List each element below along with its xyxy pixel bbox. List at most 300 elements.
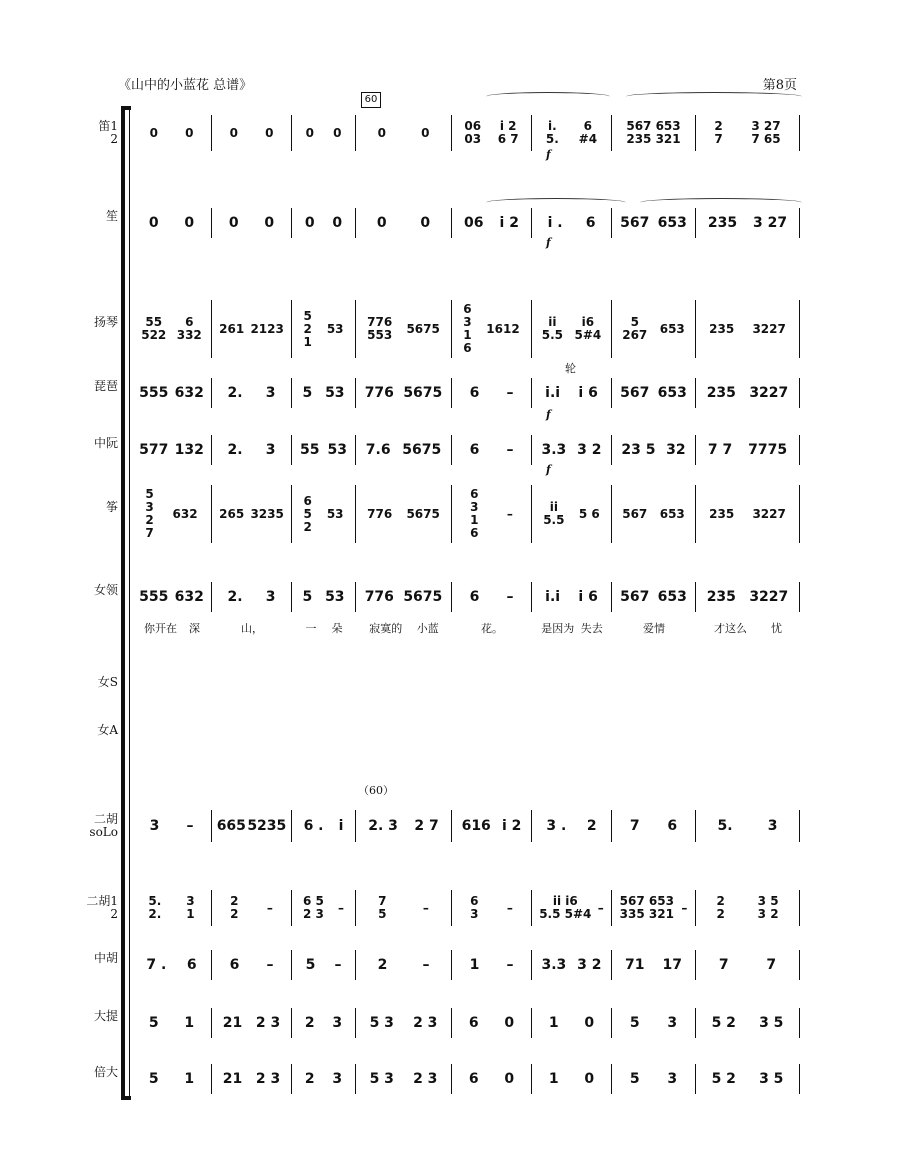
note-group: 3 (149, 818, 160, 834)
note-group: 3.3 (541, 957, 567, 973)
note-group: 665 (216, 818, 246, 834)
note-group: 235 (706, 385, 736, 401)
tremolo-lun: 轮 (565, 362, 576, 375)
note-group: 2. (227, 589, 243, 605)
note-group: 5675 (403, 385, 443, 401)
measure-group (132, 950, 800, 980)
note-group: 53 (327, 442, 347, 458)
erhu-rehearsal-mark: （60） (358, 784, 394, 797)
measure-group (132, 115, 800, 151)
staff-row-beida (0, 1064, 917, 1094)
measure (132, 890, 212, 926)
note-group: 6 3 1 6 (470, 487, 479, 540)
note-group: 3 2 (577, 442, 602, 458)
note-group: 2 (304, 1015, 315, 1031)
measure (132, 1008, 212, 1038)
note-group: 2 (377, 957, 388, 973)
measure (532, 1008, 612, 1038)
note-group: i. 5. (545, 119, 559, 146)
note-group: 3 (332, 1015, 343, 1031)
lyric-word: 朵 (331, 622, 343, 635)
note-group: 776 (367, 506, 393, 521)
note-group: 632 (174, 589, 204, 605)
note-group: 3235 (250, 506, 284, 521)
lyrics-line (132, 620, 800, 636)
measure (356, 485, 452, 543)
lyric-measure (292, 620, 356, 636)
phrase-slur-di-1 (486, 92, 610, 101)
note-group: 3227 (752, 506, 786, 521)
dynamic-f-zhongruan: f (546, 463, 551, 476)
measure (612, 810, 696, 842)
note-group: 53 (326, 321, 344, 336)
lyric-word: 你开在 (144, 622, 177, 635)
note-group: 1 (469, 957, 480, 973)
measure (532, 950, 612, 980)
measure (356, 582, 452, 612)
lyric-word: 山， (241, 622, 263, 635)
note-group: 6 . (303, 818, 324, 834)
lyric-word: 深 (189, 622, 200, 635)
note-group: ii i6 5.5 5#4 (539, 894, 592, 921)
measure (212, 378, 292, 408)
note-group: 5 (305, 957, 316, 973)
measure (612, 378, 696, 408)
measure (452, 810, 532, 842)
note-group: 3 (265, 589, 276, 605)
measure (452, 485, 532, 543)
note-group: – (266, 900, 273, 915)
note-group: 3 (667, 1071, 678, 1087)
note-group: 21 (222, 1071, 243, 1087)
note-group: 6 332 (176, 315, 202, 342)
note-group: 3 1 (186, 894, 195, 921)
lyric-measure (212, 620, 292, 636)
note-group: 17 (662, 957, 682, 973)
note-group: 5 (629, 1015, 640, 1031)
measure (532, 890, 612, 926)
staff-row-yangqin (0, 300, 917, 358)
measure (292, 378, 356, 408)
lyric-word: 是因为 (541, 622, 575, 635)
measure (612, 208, 696, 238)
note-group: 5 267 (622, 315, 648, 342)
note-group: 6 5 2 (303, 493, 312, 534)
measure (532, 1064, 612, 1094)
note-group: i (338, 818, 344, 834)
note-group: 0 (148, 215, 159, 231)
measure (452, 890, 532, 926)
note-group: – (597, 900, 604, 915)
measure-group (132, 890, 800, 926)
note-group: 3 27 (752, 215, 788, 231)
measure (212, 208, 292, 238)
measure (212, 890, 292, 926)
measure (212, 300, 292, 358)
note-group: 5 3 2 7 (145, 487, 154, 540)
measure (532, 485, 612, 543)
note-group: 6 (469, 385, 480, 401)
note-group: 567 653 235 321 (626, 119, 681, 146)
note-group: 653 (657, 385, 687, 401)
note-group: 23 5 (621, 442, 656, 458)
measure (356, 1064, 452, 1094)
measure (356, 115, 452, 151)
instrument-name: 二胡1 2 (86, 894, 118, 921)
note-group: 555 (139, 385, 169, 401)
measure (292, 810, 356, 842)
note-group: – (506, 957, 514, 973)
lyric-word: 忧 (771, 622, 782, 635)
measure (452, 1008, 532, 1038)
measure (452, 1064, 532, 1094)
measure (212, 950, 292, 980)
note-group: i 2 (499, 215, 519, 231)
note-group: 0 (229, 125, 238, 140)
note-group: 1 (548, 1071, 559, 1087)
instrument-name: 琵琶 (93, 379, 118, 393)
note-group: – (506, 900, 513, 915)
note-group: 5. (717, 818, 733, 834)
measure (696, 1064, 800, 1094)
note-group: 3 (667, 1015, 678, 1031)
note-group: 567 (620, 589, 650, 605)
measure (356, 435, 452, 465)
note-group: 7 (629, 818, 640, 834)
dynamic-f-pipa: f (546, 408, 551, 421)
note-group: 5 (148, 1015, 159, 1031)
measure (612, 1064, 696, 1094)
lyric-word: 花。 (481, 622, 503, 635)
note-group: 5675 (402, 442, 442, 458)
note-group: – (334, 957, 342, 973)
note-group: – (186, 818, 194, 834)
note-group: 2 3 (413, 1071, 438, 1087)
note-group: 3 (265, 442, 276, 458)
staff-row-di (0, 115, 917, 151)
measure (212, 1064, 292, 1094)
note-group: i . (547, 215, 563, 231)
note-group: – (506, 442, 514, 458)
lyric-word: 才这么 (714, 622, 747, 635)
note-group: 5 3 (369, 1071, 394, 1087)
measure (132, 950, 212, 980)
measure (292, 1064, 356, 1094)
note-group: – (506, 589, 514, 605)
note-group: 132 (174, 442, 204, 458)
note-group: 577 (139, 442, 169, 458)
measure (612, 950, 696, 980)
instrument-name: 女S (97, 675, 118, 689)
measure (532, 582, 612, 612)
rehearsal-mark: 60 (361, 92, 381, 108)
note-group: 5675 (406, 506, 440, 521)
note-group: 0 (333, 125, 342, 140)
note-group: 5 2 1 (303, 308, 312, 349)
measure (132, 810, 212, 842)
instrument-name: 筝 (105, 500, 118, 514)
note-group: 2123 (250, 321, 284, 336)
note-group: – (506, 385, 514, 401)
note-group: ii 5.5 (541, 315, 563, 342)
lyric-word: 爱情 (643, 622, 665, 635)
note-group: 235 (709, 321, 735, 336)
note-group: 6 (469, 442, 480, 458)
staff-row-zhongruan (0, 435, 917, 465)
note-group: 06 (464, 215, 484, 231)
note-group: 0 (421, 125, 430, 140)
note-group: 0 (304, 215, 315, 231)
measure-group (132, 300, 800, 358)
lyric-word: 寂寞的 (369, 622, 403, 635)
measure-group (132, 485, 800, 543)
note-group: i.i (545, 385, 561, 401)
measure (132, 485, 212, 543)
phrase-slur-di-2 (626, 92, 802, 101)
measure-group (132, 1008, 800, 1038)
measure (132, 300, 212, 358)
note-group: 55 522 (141, 315, 167, 342)
measure (612, 435, 696, 465)
measure (212, 810, 292, 842)
note-group: 6 5 2 3 (303, 894, 324, 921)
note-group: 6 (469, 589, 480, 605)
staff-row-nvs (0, 676, 917, 700)
note-group: 0 (584, 1015, 595, 1031)
note-group: 235 (709, 506, 735, 521)
note-group: 0 (377, 125, 386, 140)
note-group: 567 (620, 385, 650, 401)
note-group: 5675 (406, 321, 440, 336)
page-number: 第8页 (762, 78, 797, 93)
staff-row-zheng (0, 485, 917, 543)
measure (292, 208, 356, 238)
measure (292, 435, 356, 465)
note-group: 0 (420, 215, 431, 231)
measure (356, 810, 452, 842)
measure (292, 485, 356, 543)
note-group: 0 (376, 215, 387, 231)
measure (132, 1064, 212, 1094)
note-group: 2. (227, 442, 243, 458)
measure (532, 300, 612, 358)
note-group: 0 (332, 215, 343, 231)
note-group: 2 (586, 818, 597, 834)
note-group: 5235 (247, 818, 287, 834)
lyric-measure (612, 620, 696, 636)
note-group: 3 (767, 818, 778, 834)
note-group: 32 (666, 442, 686, 458)
note-group: 2 2 (716, 894, 725, 921)
note-group: 567 653 335 321 (619, 894, 674, 921)
note-group: 0 (584, 1071, 595, 1087)
staff-row-erhu-solo (0, 810, 917, 842)
note-group: 632 (172, 506, 198, 521)
note-group: i6 5#4 (574, 315, 602, 342)
instrument-name: 倍大 (93, 1065, 118, 1079)
note-group: – (422, 957, 430, 973)
note-group: – (506, 506, 513, 521)
instrument-name: 笙 (105, 209, 118, 223)
note-group: 6 #4 (578, 119, 598, 146)
measure (532, 435, 612, 465)
measure (212, 435, 292, 465)
note-group: 3 . (546, 818, 567, 834)
note-group: 6 (229, 957, 240, 973)
instrument-name: 扬琴 (93, 315, 118, 329)
instrument-name: 笛1 2 (98, 119, 118, 146)
note-group: 0 (504, 1071, 515, 1087)
note-group: 3 5 (759, 1071, 784, 1087)
lyric-measure (532, 620, 612, 636)
note-group: 3 5 3 2 (757, 894, 779, 921)
measure (212, 115, 292, 151)
note-group: 5 3 (369, 1015, 394, 1031)
measure-group (132, 582, 800, 612)
note-group: – (422, 900, 429, 915)
note-group: 7 (718, 957, 729, 973)
measure (292, 582, 356, 612)
note-group: 3227 (749, 589, 789, 605)
measure (292, 300, 356, 358)
measure (532, 115, 612, 151)
note-group: 0 (305, 125, 314, 140)
note-group: 53 (325, 589, 345, 605)
note-group: 6 (468, 1015, 479, 1031)
note-group: 3 2 (577, 957, 602, 973)
note-group: 3 27 7 65 (751, 119, 781, 146)
measure-group (132, 435, 800, 465)
note-group: – (266, 957, 274, 973)
dynamic-f-di: f (546, 148, 551, 161)
measure (452, 378, 532, 408)
phrase-slur-sheng-1 (486, 198, 626, 207)
measure (696, 1008, 800, 1038)
measure (132, 435, 212, 465)
note-group: i 2 6 7 (497, 119, 519, 146)
note-group: 776 (364, 589, 394, 605)
note-group: 21 (222, 1015, 243, 1031)
note-group: 0 (185, 125, 194, 140)
note-group: 265 (219, 506, 245, 521)
measure (452, 435, 532, 465)
measure (356, 378, 452, 408)
note-group: 2 (304, 1071, 315, 1087)
note-group: i 6 (578, 589, 598, 605)
measure-group (132, 208, 800, 238)
note-group: 0 (264, 215, 275, 231)
note-group: 235 (707, 215, 738, 231)
note-group: 6 (667, 818, 678, 834)
lyric-word: 小蓝 (416, 622, 439, 635)
lyric-word: 一 (305, 622, 317, 635)
measure (532, 208, 612, 238)
note-group: 0 (504, 1015, 515, 1031)
note-group: 3227 (749, 385, 789, 401)
measure (212, 582, 292, 612)
instrument-name: 中胡 (93, 951, 118, 965)
note-group: 0 (265, 125, 274, 140)
instrument-name: 中阮 (93, 436, 118, 450)
measure (696, 485, 800, 543)
note-group: 1 (184, 1015, 195, 1031)
note-group: 653 (657, 215, 687, 231)
dynamic-f-sheng: f (546, 236, 551, 249)
measure (612, 485, 696, 543)
note-group: 71 (625, 957, 645, 973)
note-group: 0 (228, 215, 239, 231)
instrument-name: 女领 (93, 583, 118, 597)
measure (612, 890, 696, 926)
note-group: 567 (620, 215, 650, 231)
lyric-measure (696, 620, 800, 636)
measure (532, 378, 612, 408)
measure (696, 300, 800, 358)
note-group: 5. 2. (148, 894, 162, 921)
measure (696, 890, 800, 926)
measure (356, 300, 452, 358)
note-group: 3 (265, 385, 276, 401)
measure (696, 950, 800, 980)
note-group: 53 (325, 385, 345, 401)
note-group: 7 7 (707, 442, 733, 458)
measure (452, 582, 532, 612)
measure (292, 950, 356, 980)
staff-row-dati (0, 1008, 917, 1038)
measure-group (132, 1064, 800, 1094)
lyric-word: 失去 (580, 622, 603, 635)
note-group: 7 5 (378, 894, 387, 921)
note-group: 2 3 (413, 1015, 438, 1031)
note-group: 1 (548, 1015, 559, 1031)
note-group: 7.6 (365, 442, 391, 458)
measure (696, 435, 800, 465)
measure (696, 378, 800, 408)
measure (212, 485, 292, 543)
note-group: 6 (468, 1071, 479, 1087)
lyric-measure (132, 620, 212, 636)
note-group: 06 03 (464, 119, 482, 146)
note-group: 5 2 (711, 1015, 736, 1031)
note-group: 5 2 (711, 1071, 736, 1087)
measure (452, 950, 532, 980)
note-group: 7775 (748, 442, 788, 458)
measure (696, 115, 800, 151)
note-group: 0 (149, 125, 158, 140)
note-group: 6 (186, 957, 197, 973)
staff-row-pipa (0, 378, 917, 408)
note-group: 653 (657, 589, 687, 605)
note-group: 567 (622, 506, 648, 521)
note-group: 2. (227, 385, 243, 401)
note-group: 3 5 (759, 1015, 784, 1031)
note-group: 235 (706, 589, 736, 605)
note-group: 3.3 (541, 442, 567, 458)
staff-row-erhu12 (0, 890, 917, 926)
measure (612, 300, 696, 358)
note-group: 5 6 (578, 506, 600, 521)
staff-row-nva (0, 724, 917, 748)
measure (132, 208, 212, 238)
instrument-name: 二胡 soLo (89, 812, 118, 839)
note-group: 776 (364, 385, 394, 401)
measure (696, 582, 800, 612)
measure-group (132, 810, 800, 842)
instrument-name: 大提 (93, 1009, 118, 1023)
note-group: 0 (184, 215, 195, 231)
note-group: 2. 3 (368, 818, 398, 834)
measure (612, 1008, 696, 1038)
